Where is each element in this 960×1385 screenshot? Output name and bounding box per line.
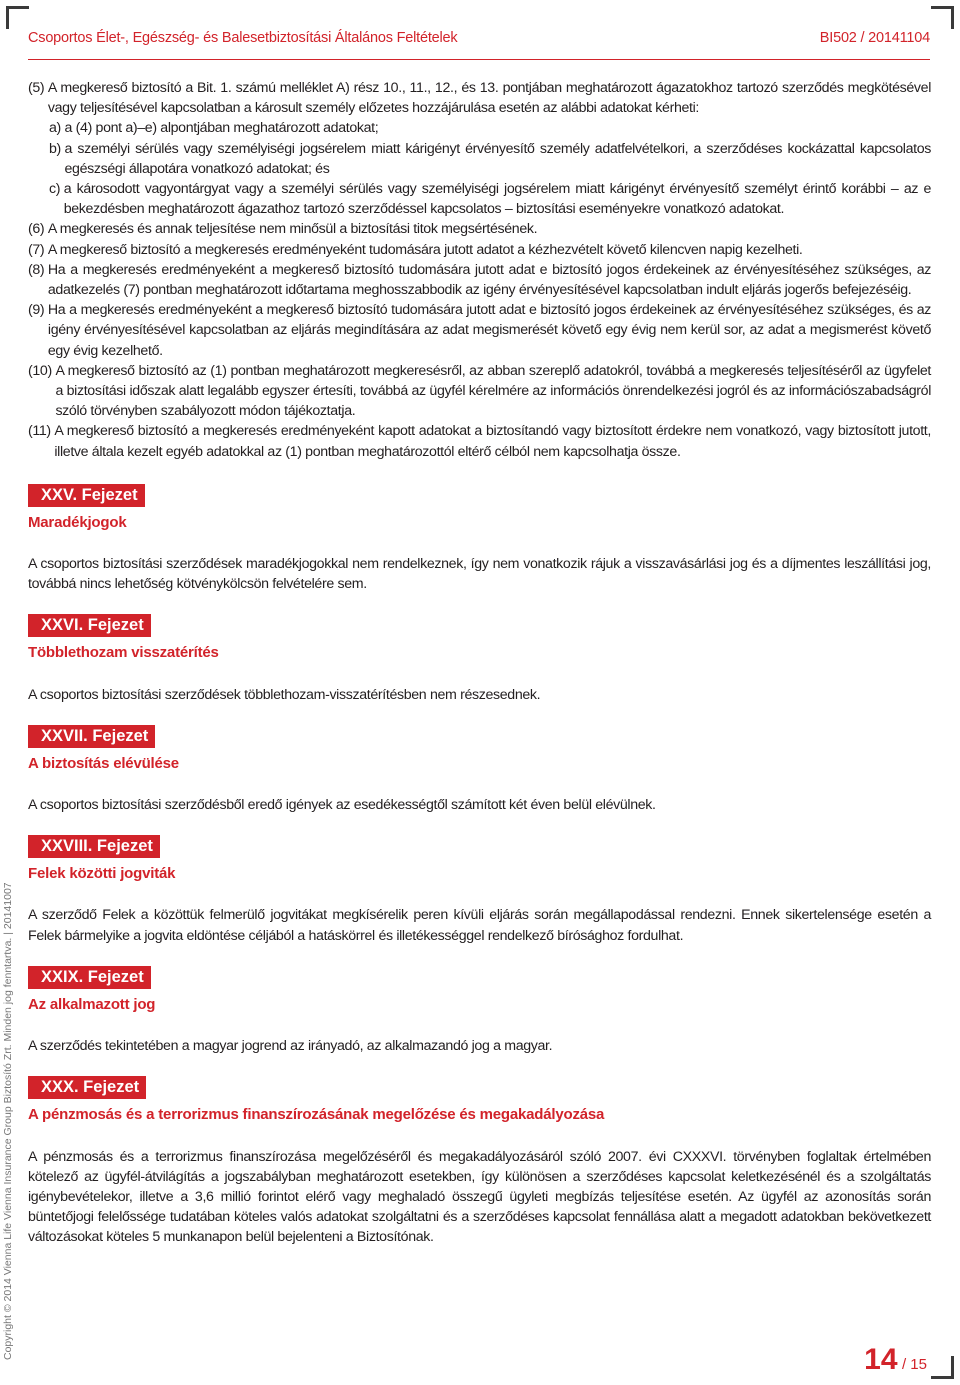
chapter-label: XXVI. Fejezet (28, 614, 151, 637)
subpoint-letter: b) (49, 140, 65, 157)
chapter-text: A szerződés tekintetében a magyar jogrend az irányadó, az alkalmazandó jog a magyar. (28, 1038, 553, 1055)
paragraph-number: (9) (28, 302, 45, 319)
chapter-label: XXVII. Fejezet (28, 725, 155, 748)
paragraph-11 (28, 421, 931, 461)
paragraph-number: (5) (28, 80, 45, 96)
subpoint-c (28, 179, 931, 219)
subpoint-letter: a) (49, 120, 65, 137)
chapter-text: A csoportos biztosítási szerződések többlethozam-visszatérítésben nem részesednek. (28, 686, 541, 703)
paragraph-text: A megkeresés és annak teljesítése nem minősül a biztosítási titok megsértésének. (47, 221, 538, 238)
paragraph-5 (28, 78, 931, 118)
corner-mark-top-right (931, 6, 954, 29)
chapter-title: Felek közötti jogviták (28, 865, 176, 883)
subpoint-a (28, 118, 931, 138)
copyright-text: Copyright © 2014 Vienna Life Vienna Insurance Group Biztosító Zrt. Minden jog fenntartva. | 20141007 (2, 882, 14, 1360)
paragraph-text: A megkereső biztosító a megkeresés eredményeként kapott adatokat a biztosítandó vagy biztosított érdekre nem vonatkozó, vagy biztosított jutott, illetve általa kezelt egyéb adatokkal az (1) pontban meghatározottól eltérő célból nem kapcsolhatja össze. (54, 423, 931, 460)
total-pages: / 15 (901, 1356, 927, 1373)
subpoint-text: a személyi sérülés vagy személyiségi jogsérelem miatt kárigényt érvényesítő személy adatfelvételkori, a szerződéses kockázattal kapcsolatos egészségi állapotára vonatkozó adatokat; és (64, 140, 931, 177)
chapter-label: XXX. Fejezet (28, 1076, 146, 1099)
paragraph-text: Ha a megkeresés eredményeként a megkereső biztosító tudomására jutott adat e biztosító jogos érdekeinek az érvényesítéséhez szükséges, az adatkezelés (7) pontban meghatározott időtartama meghosszabbodik az igény érvényesítésével kapcsolatban indult eljárás jogerős befejezéséig. (47, 261, 931, 299)
chapter-title: A pénzmosás és a terrorizmus finanszírozásának megelőzése és megakadályozása (28, 1106, 605, 1124)
header-divider (28, 59, 930, 60)
paragraph-number: (10) (28, 362, 52, 379)
chapter-xxvi (28, 614, 931, 704)
paragraph-8 (28, 260, 931, 300)
current-page: 14 (864, 1343, 898, 1376)
chapter-text: A csoportos biztosítási szerződésből eredő igények az esedékességtől számított két éven belül elévülnek. (28, 797, 656, 814)
paragraph-text: Ha a megkeresés eredményeként a megkereső biztosító tudomására jutott adat e biztosító jogos érdekeinek az érvényesítéséhez szükséges, és az igény érvényesítésével kapcsolatban az eljárás megindítására az adat megismerését követő egy évig nem kerül sor, az adat a megismerést követő egy évig kezelhető. (47, 302, 931, 359)
paragraph-9 (28, 300, 931, 361)
document-title: Csoportos Élet-, Egészség- és Balesetbiztosítási Általános Feltételek (28, 30, 458, 46)
chapter-text: A szerződő Felek a közöttük felmerülő jogvitákat megkísérelik peren kívüli eljárás során megállapodással rendezni. Ennek sikertelensége esetén a Felek bármelyike a jogvita eldöntése céljából a hatáskörrel és illetékességgel rendelkező bírósághoz fordulhat. (28, 907, 931, 944)
chapter-title: Maradékjogok (28, 513, 127, 531)
paragraph-number: (11) (28, 423, 51, 440)
subpoint-text: a (4) pont a)–e) alpontjában meghatározott adatokat; (64, 120, 379, 137)
paragraph-text: A megkereső biztosító a Bit. 1. számú melléklet A) rész 10., 11., 12., és 13. pontjában meghatározott ágazatokhoz tartozó szerződés megkötésével vagy teljesítésével kapcsolatban a károsult személy előzetes hozzájárulása esetén az alábbi adatokat kérheti: (47, 80, 931, 117)
paragraph-6 (28, 219, 931, 239)
document-code: BI502 / 20141104 (819, 30, 930, 46)
chapter-text: A csoportos biztosítási szerződések maradékjogokkal nem rendelkeznek, így nem vonatkozik rájuk a visszavásárlási jog és a díjmentes leszállítási jog, továbbá nincs lehetőség kötvénykölcsön felvételére sem. (28, 556, 931, 593)
chapter-label: XXVIII. Fejezet (28, 835, 160, 858)
subpoint-b (28, 139, 931, 179)
paragraph-number: (7) (28, 241, 45, 258)
chapter-xxv (28, 484, 931, 595)
document-body (28, 78, 931, 1248)
paragraph-text: A megkereső biztosító az (1) pontban meghatározott megkeresésről, az abban szereplő adatokról, továbbá a megkeresés teljesítéséről az ügyfelet a biztosítási időszak alatt legalább egyszer értesíti, továbbá az ügyfél kérelmére az információs önrendelkezési jogról és az információszabadságról szóló törvényben szabályozott módon tájékoztatja. (55, 362, 931, 420)
corner-mark-bottom-right (931, 1356, 954, 1379)
paragraph-text: A megkereső biztosító a megkeresés eredményeként tudomására jutott adatot a kézhezvételt követő kilencven napig kezelheti. (47, 241, 803, 258)
chapter-title: Az alkalmazott jog (28, 995, 156, 1013)
paragraph-number: (6) (28, 221, 45, 238)
chapter-label: XXV. Fejezet (28, 484, 145, 507)
chapter-xxviii (28, 835, 931, 946)
subpoint-text: a károsodott vagyontárgyat vagy a személyi sérülés vagy személyiségi jogsérelem miatt kárigényt érvényesítő személyt érintő korábbi – az e bekezdésben meghatározott ágazathoz tartozó szerződéssel kapcsolatos – biztosítási eseményekre vonatkozó adatokat. (63, 181, 931, 218)
chapter-text: A pénzmosás és a terrorizmus finanszírozása megelőzéséről és megakadályozásáról szóló 2007. évi CXXXVI. törvényben foglaltak értelmében kötelező az ügyfél-átvilágítás a jogszabályban meghatározott esetekben, így különösen a szerződéses kapcsolat keletkezésénél és a szolgáltatás igénybevételekor, illetve a 3,6 millió forintot elérő vagy meghaladó összegű ügyleti megbízás teljesítése esetén. Az ügyfél az azonosítás során büntetőjogi felelőssége tudatában köteles valós adatokat szolgáltatni és a szerződéses kapcsolat fennállása alatt a megadott adatokban bekövetkezett változásokat köteles 5 munkanapon belül bejelenteni a Biztosítónak. (28, 1148, 931, 1246)
paragraph-number: (8) (28, 261, 45, 278)
subpoint-letter: c) (49, 181, 64, 198)
chapter-title: Többlethozam visszatérítés (28, 644, 219, 662)
corner-mark-top-left (6, 6, 29, 29)
paragraph-10 (28, 361, 931, 422)
chapter-label: XXIX. Fejezet (28, 966, 151, 989)
paragraph-7 (28, 240, 931, 260)
chapter-xxx (28, 1076, 931, 1247)
page-number (864, 1343, 927, 1377)
chapter-title: A biztosítás elévülése (28, 754, 179, 772)
chapter-xxvii (28, 725, 931, 815)
chapter-xxix (28, 966, 931, 1056)
